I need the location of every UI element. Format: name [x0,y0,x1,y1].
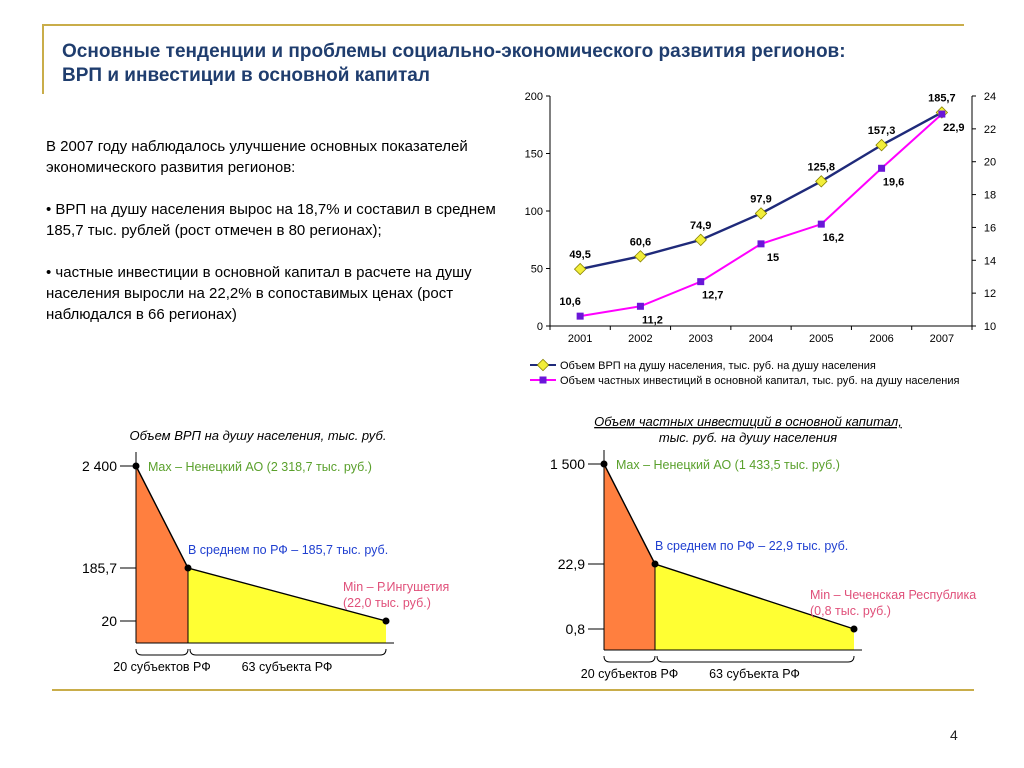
grp-data-point [695,234,706,245]
summary-bullet-investment: • частные инвестиции в основной капитал в расчете на душу населения выросли на 22,2% в сопоставимых ценах (рост наблюдался в 66 регионах) [46,264,472,323]
min-annotation-line-1: Min – Р.Ингушетия [343,580,450,594]
right-axis-tick-label: 16 [983,222,997,235]
left-axis-tick-label: 100 [524,206,543,218]
summary-intro: В 2007 году наблюдалось улучшение основных показателей экономического развития регионов: [46,138,468,176]
left-axis-tick-label: 50 [530,263,543,276]
left-axis-tick-label: 200 [524,91,543,103]
investment-data-label: 19,6 [882,176,905,189]
left-axis-tick-label: 150 [524,148,543,161]
other-group-brace [190,649,386,655]
investment-data-label: 15 [766,251,780,264]
top-regions-area [136,466,188,643]
distribution-title-line-2: тыс. руб. на душу населения [658,430,838,445]
legend-investment-label: Объем частных инвестиций в основной капитал, тыс. руб. на душу населения [560,375,960,387]
slide-title [62,40,992,88]
distribution-y-tick-label: 22,9 [557,556,585,572]
x-axis-tick-label: 2006 [869,333,894,345]
top-group-label: 20 субъектов РФ [113,660,211,674]
investment-data-point [758,240,765,247]
grp-data-point [876,139,887,150]
right-axis-tick-label: 10 [983,321,997,333]
investment-data-point [697,278,704,285]
grp-data-point [635,251,646,262]
slide-title-line-2: ВРП и инвестиции в основной капитал [62,65,430,86]
top-group-brace [604,656,655,662]
max-point [133,463,140,470]
max-annotation: Max – Ненецкий АО (1 433,5 тыс. руб.) [616,458,840,472]
other-group-brace [657,656,854,662]
min-point [851,626,858,633]
investment-data-label: 12,7 [702,289,724,302]
grp-data-point [574,263,585,274]
investment-distribution-chart [510,410,1015,682]
investment-data-point [637,303,644,310]
legend-grp-label: Объем ВРП на душу населения, тыс. руб. на душу населения [560,360,876,372]
distribution-y-tick-label: 20 [101,613,117,629]
investment-data-point [577,313,584,320]
average-point [652,561,659,568]
top-rule [42,24,964,26]
x-axis-tick-label: 2003 [688,333,713,345]
top-group-label: 20 субъектов РФ [580,667,679,681]
distribution-y-tick-label: 185,7 [81,560,117,576]
left-rule [42,24,44,94]
right-axis-tick-label: 14 [983,255,997,268]
distribution-y-tick-label: 2 400 [81,458,117,474]
slide-title-line-1: Основные тенденции и проблемы социально-экономического развития регионов: [62,41,846,62]
right-axis-tick-label: 12 [983,288,997,301]
grp-data-label: 97,9 [750,193,772,206]
distribution-title: Объем ВРП на душу населения, тыс. руб. [129,428,387,443]
summary-bullet-grp: • ВРП на душу населения вырос на 18,7% и составил в среднем 185,7 тыс. рублей (рост отмечен в 80 регионах); [46,201,496,239]
max-annotation: Max – Ненецкий АО (2 318,7 тыс. руб.) [148,460,372,474]
min-annotation-line-2: (0,8 тыс. руб.) [810,604,891,618]
grp-data-label: 49,5 [569,249,591,262]
x-axis-tick-label: 2007 [929,333,955,345]
x-axis-tick-label: 2004 [748,333,774,345]
investment-data-label: 16,2 [822,232,844,245]
grp-data-label: 74,9 [690,219,712,232]
average-point [185,565,192,572]
grp-data-label: 157,3 [867,125,896,138]
x-axis-tick-label: 2005 [809,333,834,345]
investment-data-label: 10,6 [559,296,581,309]
top-regions-area [604,464,655,650]
average-annotation: В среднем по РФ – 185,7 тыс. руб. [188,543,389,557]
legend-grp-marker [537,359,548,370]
grp-distribution-chart [40,420,490,682]
bottom-rule [52,689,974,691]
right-axis-tick-label: 22 [983,123,997,136]
average-annotation: В среднем по РФ – 22,9 тыс. руб. [655,539,849,553]
grp-data-label: 185,7 [928,92,956,105]
left-axis-tick-label: 0 [536,321,543,333]
min-annotation-line-2: (22,0 тыс. руб.) [343,596,431,610]
page-number: 4 [950,727,958,743]
distribution-y-tick-label: 1 500 [549,456,585,472]
investment-data-label: 11,2 [642,314,663,327]
grp-data-label: 60,6 [629,236,652,249]
distribution-y-tick-label: 0,8 [565,621,585,637]
grp-investment-line-chart [500,88,1020,398]
x-axis-tick-label: 2002 [628,333,653,345]
grp-data-label: 125,8 [807,161,836,174]
right-axis-tick-label: 18 [983,189,997,202]
top-group-brace [136,649,188,655]
min-annotation-line-1: Min – Чеченская Республика [810,588,977,602]
min-point [383,618,390,625]
legend-investment-marker [540,377,547,384]
x-axis-tick-label: 2001 [567,333,593,345]
investment-data-point [938,111,945,118]
grp-data-point [816,176,827,187]
distribution-title-line-1: Объем частных инвестиций в основной капитал, [594,414,902,429]
investment-data-label: 22,9 [943,122,965,135]
other-group-label: 63 субъекта РФ [241,660,333,674]
right-axis-tick-label: 24 [983,91,997,103]
grp-data-point [755,208,766,219]
investment-data-point [878,165,885,172]
summary-text [46,136,522,346]
max-point [601,461,608,468]
right-axis-tick-label: 20 [983,156,997,169]
other-group-label: 63 субъекта РФ [709,667,800,681]
investment-data-point [818,221,825,228]
